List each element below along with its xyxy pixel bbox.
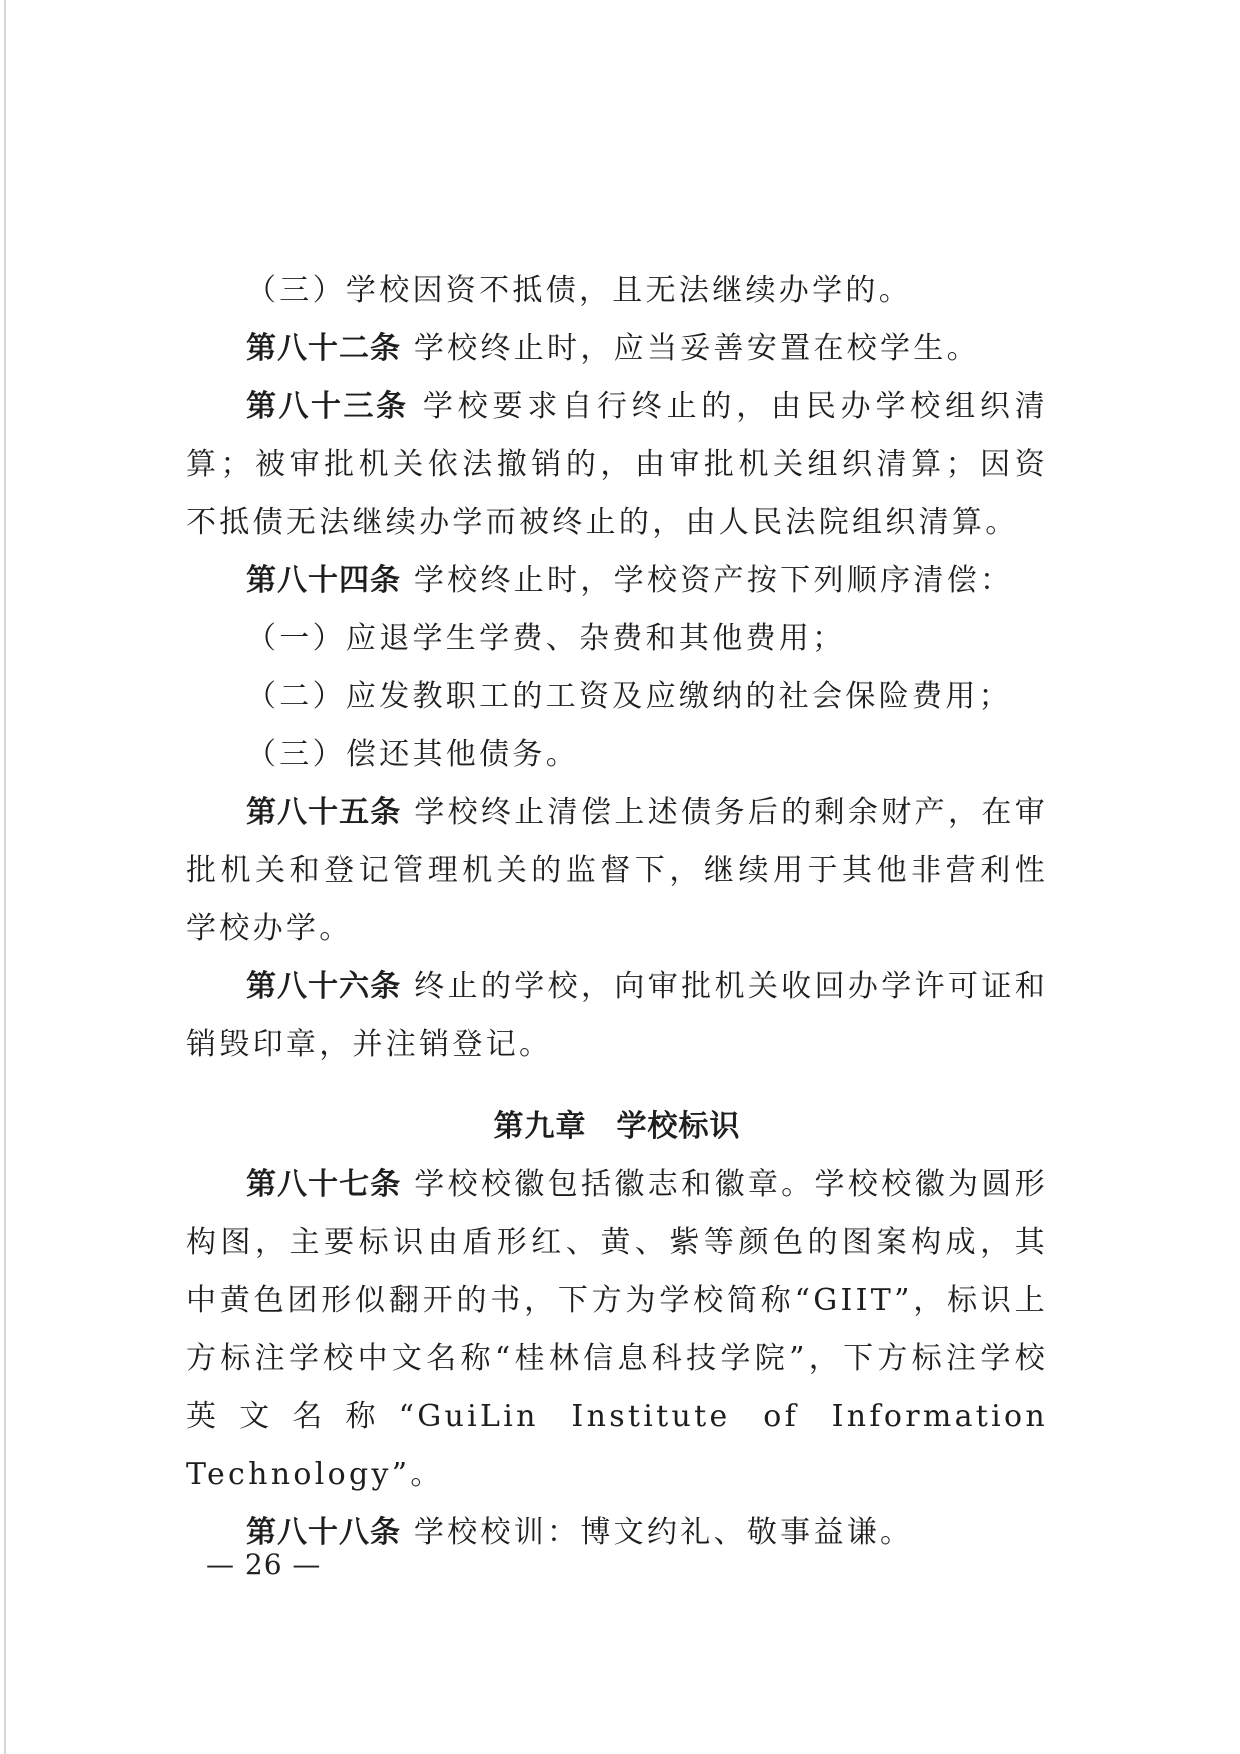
article-88: 第八十八条 学校校训：博文约礼、敬事益谦。 xyxy=(246,1515,914,1550)
page-number: — 26 — xyxy=(206,1548,322,1581)
chapter-heading xyxy=(186,1098,1048,1156)
article-label: 第八十三条 xyxy=(246,389,409,424)
article-label: 第八十五条 xyxy=(246,795,402,830)
list-item-3: （三）学校因资不抵债，且无法继续办学的。 xyxy=(246,273,912,308)
article-83: 第八十三条 学校要求自行终止的，由民办学校组织清算；被审批机关依法撤销的，由审批机关组织清算；因资不抵债无法继续办学而被终止的，由人民法院组织清算。 xyxy=(186,389,1049,540)
list-item-1: （一）应退学生学费、杂费和其他费用； xyxy=(246,621,846,656)
article-label: 第八十四条 xyxy=(246,563,401,598)
chapter-title: 学校标识 xyxy=(616,1109,741,1144)
article-85: 第八十五条 学校终止清偿上述债务后的剩余财产，在审批机关和登记管理机关的监督下，继续用于其他非营利性学校办学。 xyxy=(186,795,1049,946)
article-label: 第八十六条 xyxy=(246,969,402,1004)
article-84: 第八十四条 学校终止时，学校资产按下列顺序清偿： xyxy=(246,563,1014,598)
article-label: 第八十二条 xyxy=(246,331,401,366)
list-item-3b: （三）偿还其他债务。 xyxy=(246,737,579,772)
article-86: 第八十六条 终止的学校，向审批机关收回办学许可证和销毁印章，并注销登记。 xyxy=(186,969,1049,1062)
article-87: 第八十七条 学校校徽包括徽志和徽章。学校校徽为圆形构图，主要标识由盾形红、黄、紫等颜色的图案构成，其中黄色团形似翻开的书，下方为学校简称“GIIT”，标识上方标注学校中文名称“桂林信息科技学院”，下方标注学校英文名称“GuiLin Institute of Information Technology”。 xyxy=(186,1167,1049,1492)
article-label: 第八十七条 xyxy=(246,1167,402,1202)
chapter-number: 第九章 xyxy=(493,1109,587,1144)
document-body xyxy=(186,262,1048,1562)
article-label: 第八十八条 xyxy=(246,1515,401,1550)
article-82: 第八十二条 学校终止时，应当妥善安置在校学生。 xyxy=(246,331,980,366)
list-item-2: （二）应发教职工的工资及应缴纳的社会保险费用； xyxy=(246,679,1012,714)
scan-edge-line xyxy=(4,0,6,1754)
